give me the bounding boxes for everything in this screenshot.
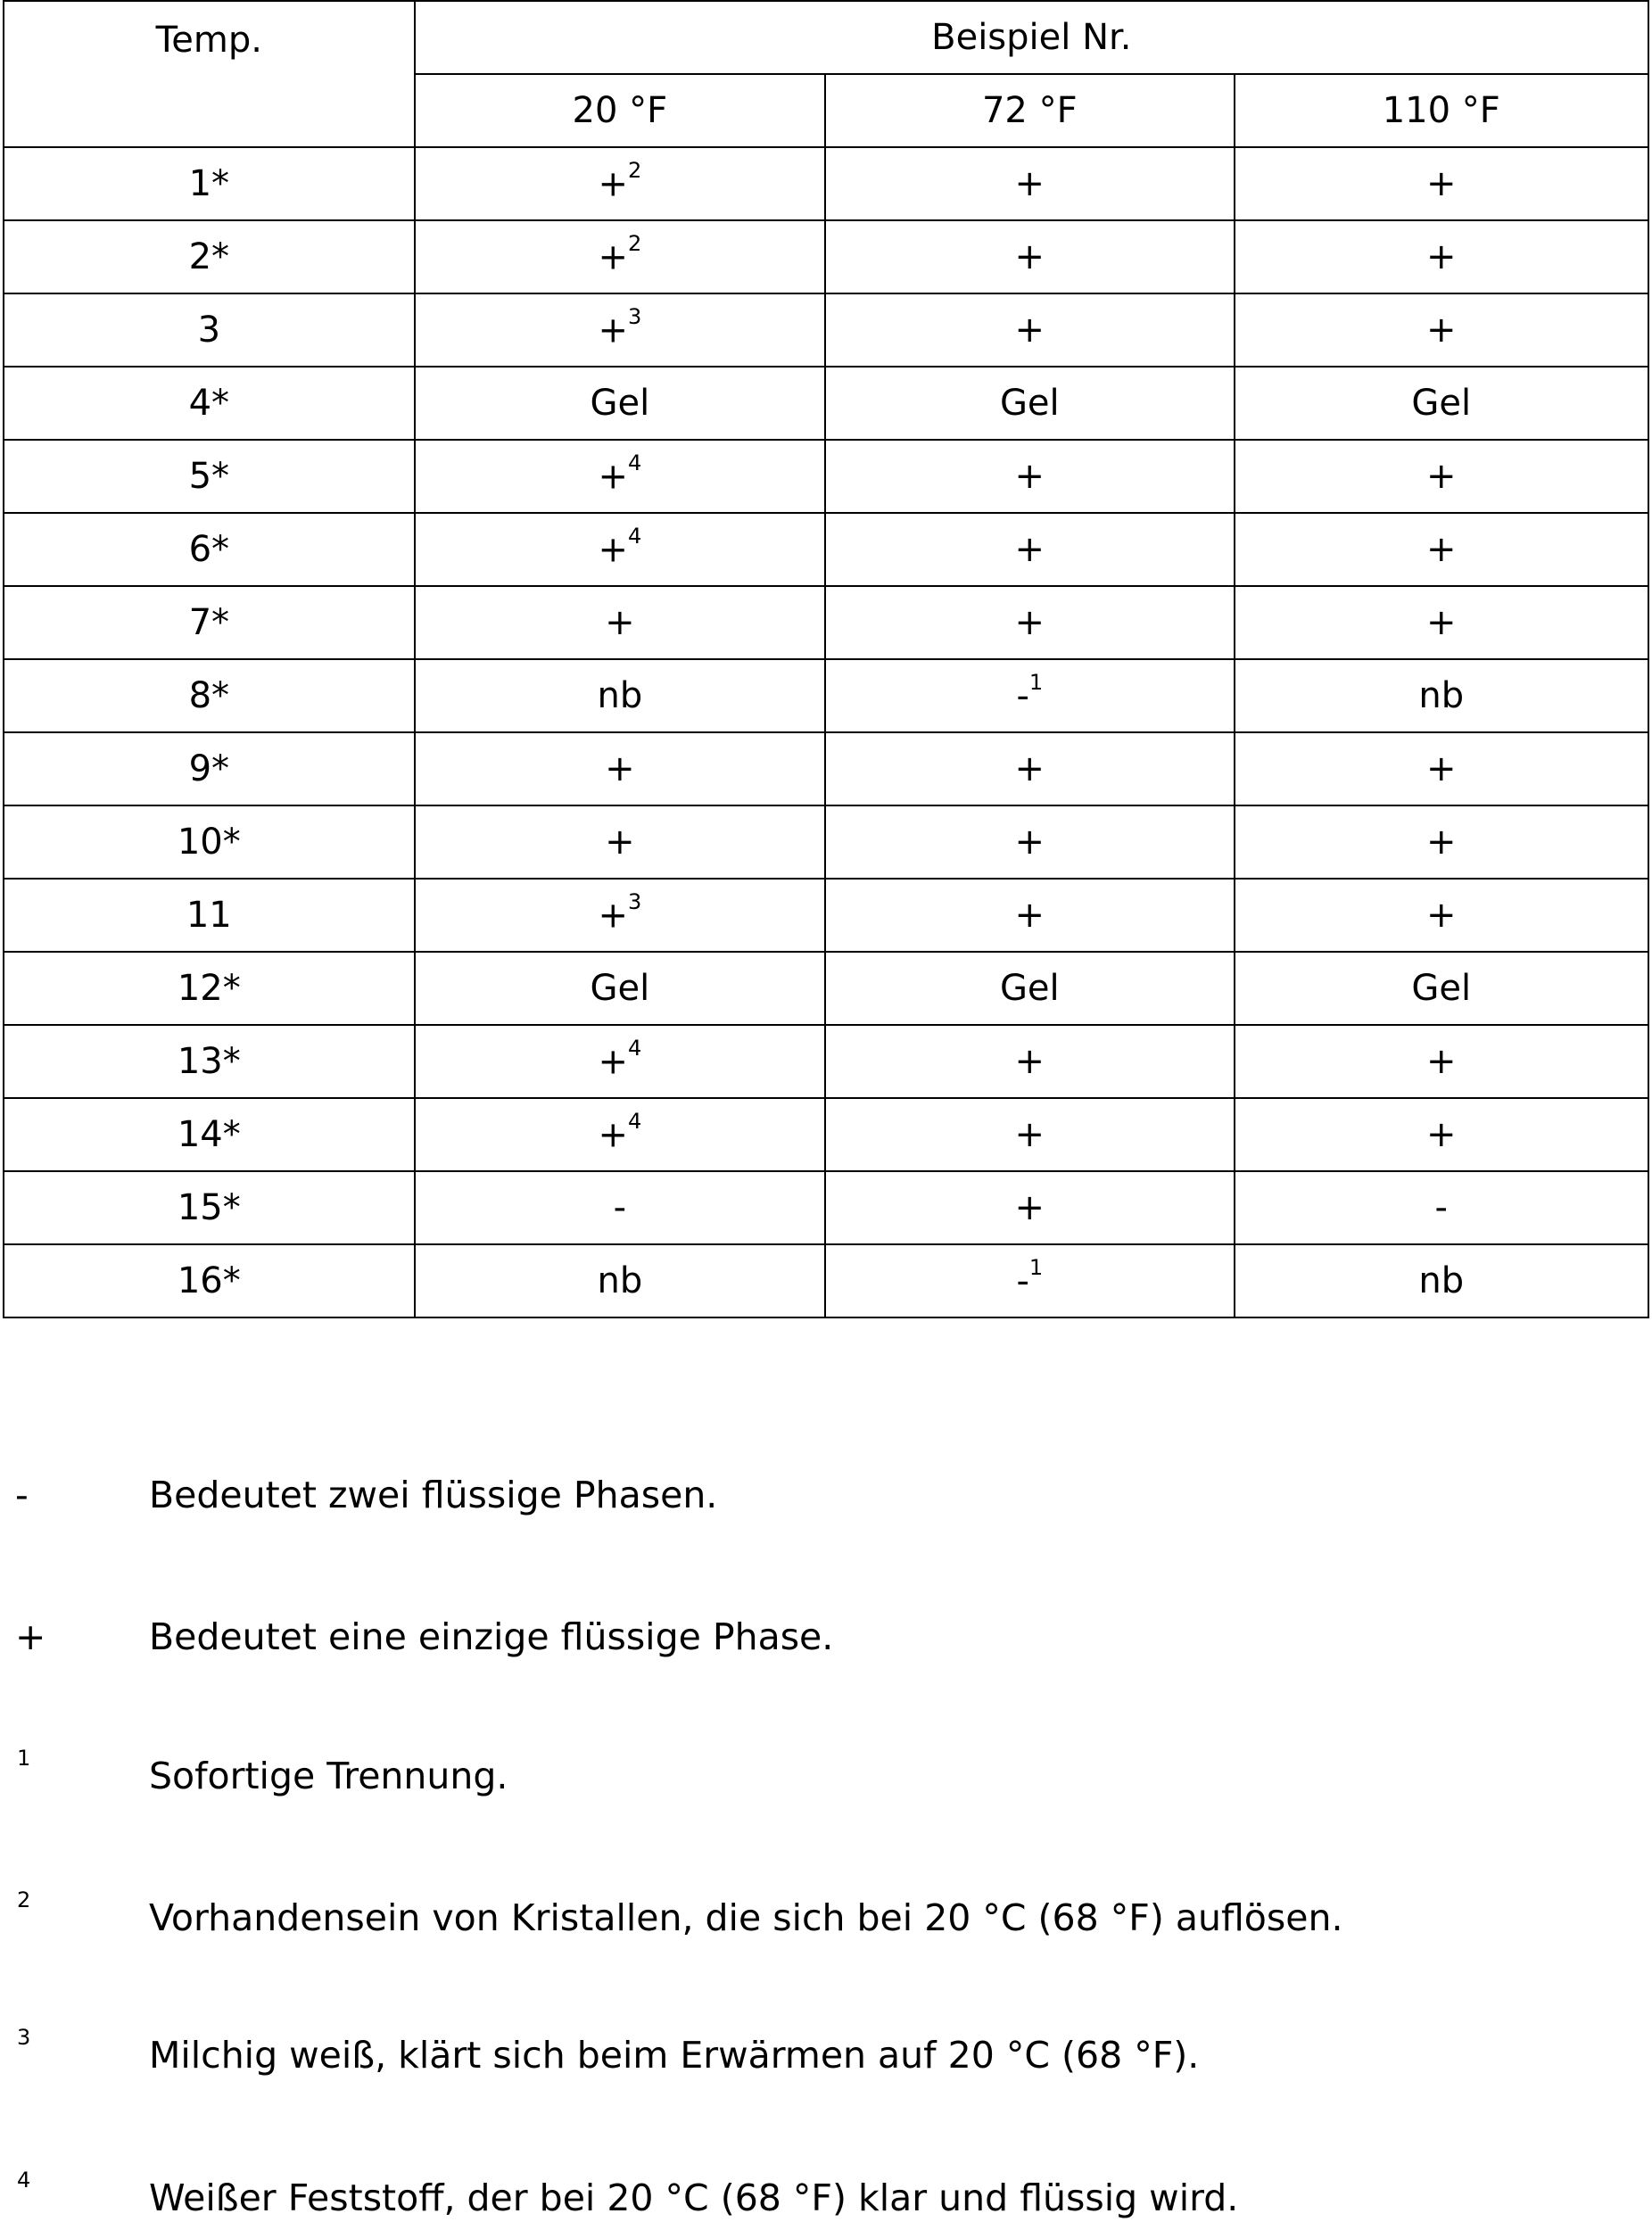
table-cell — [825, 147, 1234, 220]
row-label: 16* — [4, 1244, 415, 1317]
table-cell — [825, 513, 1234, 586]
table-cell — [1235, 1171, 1648, 1244]
table-cell — [1235, 147, 1648, 220]
cell-value: + — [598, 163, 628, 204]
cell-value: + — [598, 456, 628, 497]
table-cell — [1235, 952, 1648, 1025]
table-cell — [1235, 513, 1648, 586]
cell-value: + — [1015, 895, 1045, 936]
table-row — [4, 220, 1648, 293]
table-cell — [415, 147, 825, 220]
cell-value: + — [1426, 456, 1457, 497]
table-cell — [415, 220, 825, 293]
cell-value: + — [1015, 529, 1045, 570]
table-cell — [415, 367, 825, 440]
corner-label: Temp. — [156, 20, 262, 61]
results-table — [3, 0, 1649, 1318]
cell-value: + — [605, 748, 635, 789]
row-label: 4* — [4, 367, 415, 440]
cell-value: + — [1015, 456, 1045, 497]
footnote — [0, 2034, 1652, 2087]
footnote-ref: 4 — [628, 1036, 641, 1061]
cell-value: + — [1426, 895, 1457, 936]
row-label: 10* — [4, 805, 415, 879]
cell-value: + — [598, 529, 628, 570]
footnote — [0, 1755, 1652, 1808]
footnote-ref: 1 — [1029, 1255, 1043, 1280]
table-cell — [415, 659, 825, 732]
footnote-text: Milchig weiß, klärt sich beim Erwärmen auf 20 °C (68 °F). — [149, 2034, 1199, 2077]
table-row — [4, 732, 1648, 805]
table-row — [4, 805, 1648, 879]
footnote-symbol: + — [15, 1615, 45, 1658]
table-cell — [1235, 732, 1648, 805]
table-cell — [825, 879, 1234, 952]
footnote-ref: 4 — [628, 524, 641, 549]
cell-value: + — [598, 1114, 628, 1155]
cell-value: Gel — [1411, 383, 1471, 424]
footnote — [0, 1896, 1652, 1950]
cell-value: Gel — [1000, 968, 1060, 1009]
column-header: 72 °F — [825, 74, 1234, 147]
cell-value: + — [1426, 1041, 1457, 1082]
cell-value: nb — [1418, 675, 1464, 716]
table-cell — [1235, 805, 1648, 879]
table-row — [4, 659, 1648, 732]
row-label: 11 — [4, 879, 415, 952]
cell-value: + — [1015, 310, 1045, 351]
table-row — [4, 952, 1648, 1025]
table-cell — [415, 1098, 825, 1171]
table-cell — [415, 805, 825, 879]
cell-value: - — [1016, 675, 1028, 716]
footnote-ref: 2 — [628, 158, 641, 183]
cell-value: + — [598, 236, 628, 277]
footnote-text: Weißer Feststoff, der bei 20 °C (68 °F) klar und flüssig wird. — [149, 2176, 1238, 2219]
table-row — [4, 367, 1648, 440]
table-cell — [825, 952, 1234, 1025]
cell-value: + — [605, 602, 635, 643]
table-cell — [1235, 1244, 1648, 1317]
table-cell — [415, 293, 825, 367]
cell-value: + — [605, 822, 635, 863]
table-row — [4, 147, 1648, 220]
header-row-1 — [4, 1, 1648, 74]
cell-value: + — [1015, 163, 1045, 204]
column-header: 20 °F — [415, 74, 825, 147]
cell-value: + — [1015, 822, 1045, 863]
row-label: 15* — [4, 1171, 415, 1244]
cell-value: - — [614, 1187, 626, 1228]
cell-value: Gel — [591, 383, 650, 424]
cell-value: nb — [1418, 1260, 1464, 1301]
table-cell — [825, 367, 1234, 440]
table-cell — [415, 1171, 825, 1244]
table-cell — [415, 952, 825, 1025]
cell-value: + — [598, 895, 628, 936]
table-cell — [1235, 293, 1648, 367]
table-cell — [415, 1025, 825, 1098]
row-label: 8* — [4, 659, 415, 732]
cell-value: nb — [597, 1260, 642, 1301]
table-cell — [825, 1025, 1234, 1098]
table-row — [4, 586, 1648, 659]
table-cell — [825, 1244, 1234, 1317]
footnote-ref: 4 — [628, 450, 641, 475]
cell-value: + — [598, 310, 628, 351]
table-cell — [825, 1098, 1234, 1171]
footnote-symbol: 4 — [17, 2168, 30, 2193]
table-row — [4, 513, 1648, 586]
cell-value: Gel — [1000, 383, 1060, 424]
footnote-ref: 1 — [1029, 670, 1043, 695]
footnote-ref: 3 — [628, 304, 641, 329]
table-cell — [825, 586, 1234, 659]
table-row — [4, 1244, 1648, 1317]
corner-header — [4, 1, 415, 147]
cell-value: + — [1426, 1114, 1457, 1155]
row-label: 13* — [4, 1025, 415, 1098]
cell-value: + — [1015, 236, 1045, 277]
row-label: 7* — [4, 586, 415, 659]
cell-value: + — [1426, 822, 1457, 863]
cell-value: + — [1426, 602, 1457, 643]
table-cell — [415, 1244, 825, 1317]
table-cell — [415, 732, 825, 805]
footnote-symbol: 2 — [17, 1887, 30, 1912]
table-row — [4, 1098, 1648, 1171]
cell-value: + — [1015, 602, 1045, 643]
cell-value: + — [1426, 529, 1457, 570]
cell-value: Gel — [1411, 968, 1471, 1009]
table-cell — [825, 1171, 1234, 1244]
footnote — [0, 2176, 1652, 2230]
table-cell — [825, 293, 1234, 367]
cell-value: + — [1426, 236, 1457, 277]
cell-value: + — [1426, 310, 1457, 351]
row-label: 2* — [4, 220, 415, 293]
row-label: 14* — [4, 1098, 415, 1171]
footnote — [0, 1474, 1652, 1527]
footnote — [0, 1615, 1652, 1669]
table-cell — [1235, 367, 1648, 440]
cell-value: + — [1015, 1114, 1045, 1155]
table-row — [4, 440, 1648, 513]
cell-value: + — [1426, 163, 1457, 204]
row-label: 1* — [4, 147, 415, 220]
table-cell — [825, 732, 1234, 805]
footnote-text: Bedeutet zwei flüssige Phasen. — [149, 1474, 717, 1516]
row-label: 12* — [4, 952, 415, 1025]
table-row — [4, 1025, 1648, 1098]
table-cell — [415, 513, 825, 586]
table-cell — [1235, 220, 1648, 293]
cell-value: + — [1015, 1187, 1045, 1228]
table-cell — [1235, 440, 1648, 513]
cell-value: nb — [597, 675, 642, 716]
footnote-symbol: 3 — [17, 2025, 30, 2050]
cell-value: + — [1426, 748, 1457, 789]
table-cell — [825, 805, 1234, 879]
table-cell — [825, 220, 1234, 293]
footnote-ref: 3 — [628, 889, 641, 914]
table-cell — [415, 586, 825, 659]
footnote-text: Sofortige Trennung. — [149, 1755, 508, 1797]
footnote-text: Vorhandensein von Kristallen, die sich bei 20 °C (68 °F) auflösen. — [149, 1896, 1343, 1939]
table-cell — [1235, 879, 1648, 952]
table-row — [4, 293, 1648, 367]
table-row — [4, 879, 1648, 952]
cell-value: - — [1016, 1260, 1028, 1301]
cell-value: Gel — [591, 968, 650, 1009]
cell-value: - — [1435, 1187, 1448, 1228]
footnote-ref: 2 — [628, 231, 641, 256]
table-cell — [1235, 586, 1648, 659]
row-label: 3 — [4, 293, 415, 367]
row-label: 6* — [4, 513, 415, 586]
cell-value: + — [1015, 1041, 1045, 1082]
footnote-ref: 4 — [628, 1109, 641, 1134]
table-row — [4, 1171, 1648, 1244]
table-cell — [415, 879, 825, 952]
row-label: 5* — [4, 440, 415, 513]
table-cell — [825, 659, 1234, 732]
table-cell — [1235, 1098, 1648, 1171]
footnote-symbol: - — [15, 1474, 29, 1516]
table-cell — [1235, 659, 1648, 732]
footnote-text: Bedeutet eine einzige flüssige Phase. — [149, 1615, 833, 1658]
table-cell — [415, 440, 825, 513]
table-cell — [825, 440, 1234, 513]
footnote-symbol: 1 — [17, 1746, 30, 1771]
table-cell — [1235, 1025, 1648, 1098]
column-header: 110 °F — [1235, 74, 1648, 147]
row-label: 9* — [4, 732, 415, 805]
cell-value: + — [598, 1041, 628, 1082]
cell-value: + — [1015, 748, 1045, 789]
group-header: Beispiel Nr. — [415, 1, 1648, 74]
